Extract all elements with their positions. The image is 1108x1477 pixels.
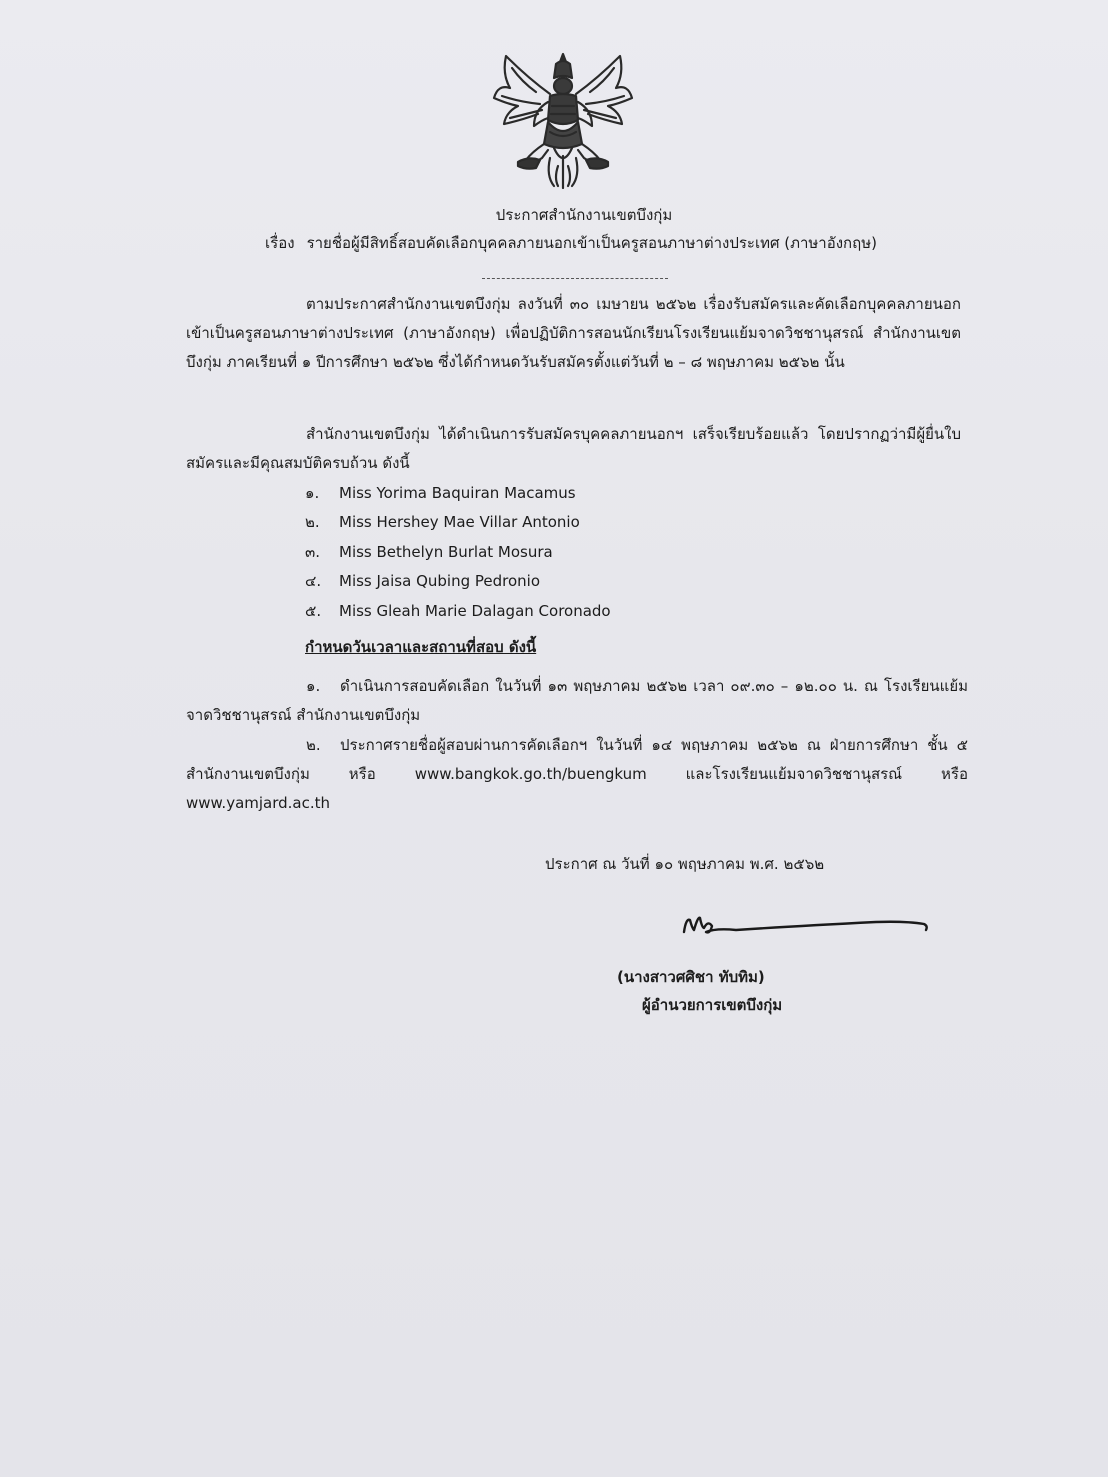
exam-item bbox=[186, 672, 968, 730]
paragraph-announcement-reference bbox=[186, 290, 961, 377]
paragraph-2-text: สำนักงานเขตบึงกุ่ม ได้ดำเนินการรับสมัครบุคคลภายนอกฯ เสร็จเรียบร้อยแล้ว โดยปรากฏว่ามีผู้ยื่นใบสมัครและมีคุณสมบัติครบถ้วน ดังนี้ bbox=[186, 425, 961, 472]
exam-item-number: ๒. bbox=[306, 736, 321, 754]
list-item bbox=[305, 567, 611, 596]
list-item bbox=[305, 508, 611, 537]
list-item-number: ๔. bbox=[305, 572, 322, 591]
applicant-name: Miss Hershey Mae Villar Antonio bbox=[339, 513, 580, 532]
signer-title: ผู้อำนวยการเขตบึงกุ่ม bbox=[642, 996, 783, 1014]
subject-label: เรื่อง bbox=[265, 234, 295, 252]
applicant-name: Miss Yorima Baquiran Macamus bbox=[339, 484, 576, 502]
announcement-title: ประกาศสำนักงานเขตบึงกุ่ม bbox=[495, 206, 673, 224]
applicant-name: Miss Jaisa Qubing Pedronio bbox=[339, 572, 540, 591]
signer-name: (นางสาวศศิชา ทับทิม) bbox=[617, 968, 765, 986]
paragraph-1-text: ตามประกาศสำนักงานเขตบึงกุ่ม ลงวันที่ ๓๐ เมษายน ๒๕๖๒ เรื่องรับสมัครและคัดเลือกบุคคลภายนอกเข้าเป็นครูสอนภาษาต่างประเทศ (ภาษาอังกฤษ) เพื่อปฏิบัติการสอนนักเรียนโรงเรียนแย้มจาดวิชชานุสรณ์ สำนักงานเขตบึงกุ่ม ภาคเรียนที่ ๑ ปีการศึกษา ๒๕๖๒ ซึ่งได้กำหนดวันรับสมัครตั้งแต่วันที่ ๒ – ๘ พฤษภาคม ๒๕๖๒ นั้น bbox=[186, 295, 961, 371]
list-item bbox=[305, 479, 611, 508]
list-item bbox=[305, 597, 611, 626]
exam-schedule-heading: กำหนดวันเวลาและสถานที่สอบ ดังนี้ bbox=[305, 638, 537, 656]
list-item-number: ๓. bbox=[305, 542, 321, 561]
handwritten-signature bbox=[676, 906, 936, 946]
exam-item-text: ดำเนินการสอบคัดเลือก ในวันที่ ๑๓ พฤษภาคม ๒๕๖๒ เวลา ๐๙.๓๐ – ๑๒.๐๐ น. ณ โรงเรียนแย้มจาดวิชชานุสรณ์ สำนักงานเขตบึงกุ่ม bbox=[186, 677, 968, 724]
garuda-emblem-icon bbox=[488, 48, 638, 190]
announcement-date: ประกาศ ณ วันที่ ๑๐ พฤษภาคม พ.ศ. ๒๕๖๒ bbox=[545, 855, 825, 873]
paragraph-applicants-intro bbox=[186, 420, 961, 478]
list-item-number: ๑. bbox=[305, 484, 320, 502]
list-item bbox=[305, 538, 611, 567]
announcement-subject bbox=[0, 232, 1108, 254]
applicant-name: Miss Gleah Marie Dalagan Coronado bbox=[339, 601, 611, 620]
list-item-number: ๕. bbox=[305, 601, 322, 620]
exam-item-text: ประกาศรายชื่อผู้สอบผ่านการคัดเลือกฯ ในวันที่ ๑๔ พฤษภาคม ๒๕๖๒ ณ ฝ่ายการศึกษา ชั้น ๕ สำนักงานเขตบึงกุ่ม หรือ www.bangkok.go.th/buengkum และโรงเรียนแย้มจาดวิชชานุสรณ์ หรือ www.yamjard.ac.th bbox=[186, 736, 968, 812]
applicant-name: Miss Bethelyn Burlat Mosura bbox=[339, 542, 553, 561]
exam-item bbox=[186, 731, 968, 818]
applicant-list bbox=[305, 479, 611, 626]
exam-item-number: ๑. bbox=[306, 677, 321, 695]
header-divider bbox=[482, 278, 668, 279]
subject-text: รายชื่อผู้มีสิทธิ์สอบคัดเลือกบุคคลภายนอกเข้าเป็นครูสอนภาษาต่างประเทศ (ภาษาอังกฤษ) bbox=[306, 234, 877, 252]
list-item-number: ๒. bbox=[305, 513, 320, 532]
